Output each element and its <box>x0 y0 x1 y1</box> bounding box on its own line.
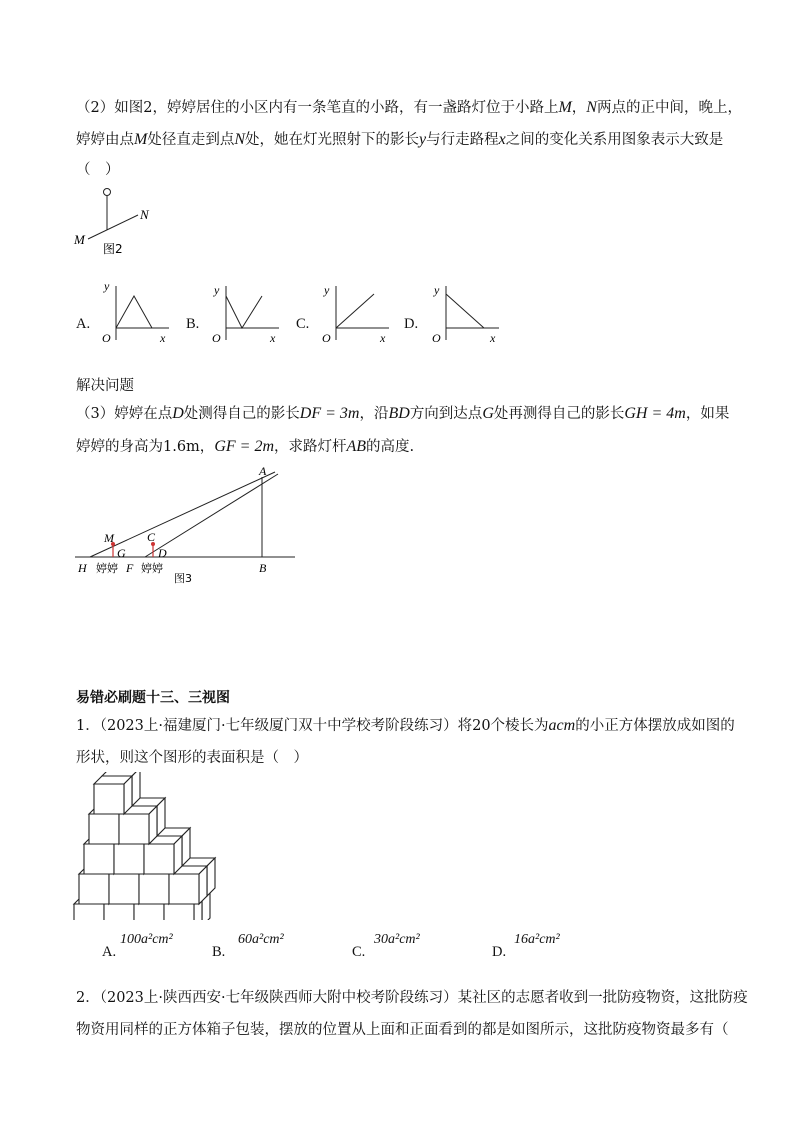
figure-3 <box>70 460 300 590</box>
q3-text: 婷婷的身高为1.6m， <box>76 439 215 455</box>
separator: ， <box>571 100 587 116</box>
person-label: 婷婷 <box>96 562 118 575</box>
q3-text: 处再测得自己的影长 <box>493 406 625 422</box>
var-N: N <box>234 131 245 148</box>
p1-option-a-value: 100a²cm² <box>120 932 173 947</box>
option-label: A. <box>102 944 117 960</box>
option-d-graph <box>424 280 504 348</box>
label-F: F <box>126 561 134 575</box>
q2-text: 两点的正中间，晚上， <box>596 100 742 116</box>
option-label: C. <box>352 944 366 960</box>
q3-line1 <box>76 404 729 424</box>
label-M: M <box>74 232 85 247</box>
p2-line2: 物资用同样的正方体箱子包装，摆放的位置从上面和正面看到的都是如图所示，这批防疫物资最多有（ <box>76 1022 729 1038</box>
var-M: M <box>558 99 572 116</box>
label-H: H <box>78 561 87 575</box>
var-BD: BD <box>388 405 410 422</box>
q3-text: ，求路灯杆 <box>274 439 347 455</box>
axis-x-label: x <box>160 331 166 345</box>
option-b-label: B. <box>186 316 200 332</box>
q2-line2 <box>76 130 723 150</box>
p1-text: 的小正方体摆放成如图的 <box>575 718 735 734</box>
q2-line1 <box>76 98 742 118</box>
var-N: N <box>586 99 597 116</box>
q2-text: 之间的变化关系用图象表示大致是 <box>505 132 724 148</box>
label-N: N <box>140 207 149 222</box>
option-a-label: A. <box>76 316 91 332</box>
option-d-label: D. <box>404 316 419 332</box>
graph-line <box>226 296 262 328</box>
p1-option-d-value: 16a²cm² <box>514 932 560 947</box>
light-ray-FA <box>145 474 278 557</box>
person-label: 婷婷 <box>141 562 163 575</box>
label-G: G <box>117 546 126 560</box>
axis-x-label: x <box>490 331 496 345</box>
p1-option-b-value: 60a²cm² <box>238 932 284 947</box>
axis-y-label: y <box>324 283 330 297</box>
axis-x-label: x <box>270 331 276 345</box>
q3-text: ，如果 <box>685 406 730 422</box>
figure-2 <box>60 182 170 257</box>
p1-option-a <box>102 944 116 961</box>
p1-line2: 形状，则这个图形的表面积是（ ） <box>76 750 308 766</box>
var-D: D <box>172 405 184 422</box>
axis-y-label: y <box>214 283 220 297</box>
p1-option-d <box>492 944 506 961</box>
option-a-graph <box>94 280 174 348</box>
option-c-graph <box>314 280 394 348</box>
expr-acm: acm <box>548 717 576 734</box>
q2-text: （2）如图2，婷婷居住的小区内有一条笔直的小路，有一盏路灯位于小路上 <box>76 100 559 116</box>
q2-text: 处，她在灯光照射下的影长 <box>245 132 419 148</box>
q3-line2 <box>76 437 414 457</box>
p2-line1: 2．（2023上·陕西西安·七年级陕西师大附中校考阶段练习）某社区的志愿者收到一批防疫物资，这批防疫 <box>76 990 748 1006</box>
q3-text: 的高度. <box>366 439 415 455</box>
option-label: D. <box>492 944 507 960</box>
graph-line <box>336 294 374 328</box>
q3-text: ，沿 <box>359 406 389 422</box>
fig3-caption: 图3 <box>174 572 192 585</box>
p1-option-c <box>352 944 365 961</box>
expr-GH: GH = 4m <box>624 405 686 422</box>
axis-y-label: y <box>434 283 440 297</box>
var-G: G <box>482 405 494 422</box>
cube <box>94 776 132 814</box>
q3-text: 处测得自己的影长 <box>183 406 300 422</box>
section-13-heading: 易错必刷题十三、三视图 <box>76 690 230 706</box>
fig2-caption: 图2 <box>103 242 123 256</box>
label-B: B <box>259 561 267 575</box>
var-AB: AB <box>346 438 367 455</box>
label-A: A <box>259 464 267 478</box>
label-D: D <box>158 546 167 560</box>
origin-label: O <box>322 331 331 345</box>
light-ray-HA <box>90 472 275 557</box>
origin-label: O <box>212 331 221 345</box>
origin-label: O <box>432 331 441 345</box>
road-line <box>88 215 138 239</box>
p1-line1 <box>76 716 735 736</box>
section-solve-heading: 解决问题 <box>76 378 134 394</box>
q3-text: 方向到达点 <box>409 406 483 422</box>
p1-option-c-value: 30a²cm² <box>374 932 420 947</box>
q2-text: 婷婷由点 <box>76 132 134 148</box>
lamp-icon <box>104 189 111 196</box>
graph-line <box>446 294 484 328</box>
p1-text: 1．（2023上·福建厦门·七年级厦门双十中学校考阶段练习）将20个棱长为 <box>76 718 549 734</box>
var-M: M <box>134 131 148 148</box>
q2-text: 处径直走到点 <box>147 132 235 148</box>
q2-text: 与行走路程 <box>426 132 499 148</box>
option-c-label: C. <box>296 316 310 332</box>
q3-text: （3）婷婷在点 <box>76 406 173 422</box>
label-M: M <box>104 531 114 545</box>
p1-option-b <box>212 944 225 961</box>
label-C: C <box>147 530 156 544</box>
expr-DF: DF = 3m <box>299 405 360 422</box>
axis-x-label: x <box>380 331 386 345</box>
expr-GF: GF = 2m <box>214 438 274 455</box>
option-label: B. <box>212 944 226 960</box>
axis-y-label: y <box>104 280 110 293</box>
graph-line <box>116 296 152 328</box>
origin-label: O <box>102 331 111 345</box>
cube-stack-figure <box>70 772 220 920</box>
var-y: y <box>419 131 427 148</box>
q2-answer-paren <box>76 160 120 180</box>
var-x: x <box>498 131 506 148</box>
answer-paren: （ ） <box>76 162 120 178</box>
option-b-graph <box>204 280 284 348</box>
